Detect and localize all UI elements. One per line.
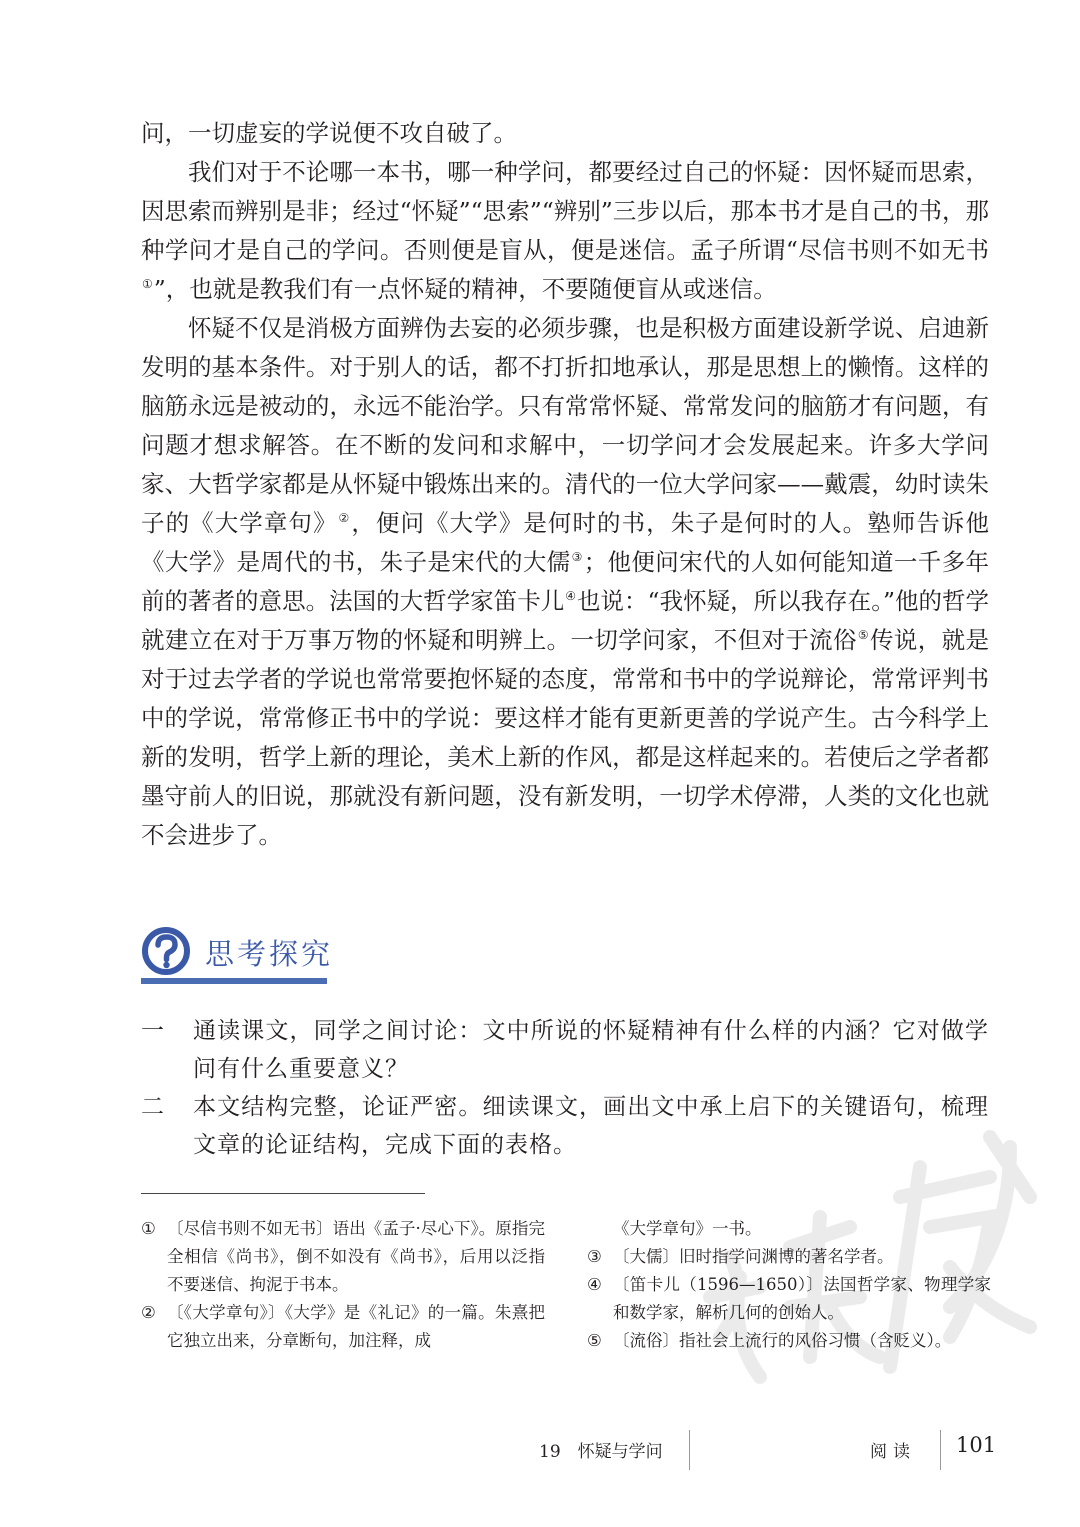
question-item [141, 1012, 989, 1088]
footnote-text: 〔尽信书则不如无书〕语出《孟子·尽心下》。原指完全相信《尚书》，倒不如没有《尚书》，后用以泛指不要迷信、拘泥于书本。 [167, 1219, 545, 1294]
paragraph-text: ”，也就是教我们有一点怀疑的精神，不要随便盲从或迷信。 [153, 275, 777, 303]
question-text: 通读课文，同学之间讨论：文中所说的怀疑精神有什么样的内涵？它对做学问有什么重要意义？ [193, 1018, 989, 1082]
footer-lesson-title: 19 怀疑与学问 [539, 1442, 663, 1462]
page-number: 101 [956, 1433, 997, 1457]
footnote-mark: ② [141, 1303, 156, 1322]
body-paragraph [141, 114, 989, 153]
footnote-mark: ④ [587, 1275, 602, 1294]
section-underline [141, 978, 327, 984]
question-item [141, 1088, 989, 1164]
paragraph-text: 问，一切虚妄的学说便不攻自破了。 [141, 119, 517, 147]
section-heading [141, 926, 401, 986]
question-circle-icon [141, 926, 191, 976]
question-text: 本文结构完整，论证严密。细读课文，画出文中承上启下的关键语句，梳理文章的论证结构，完成下面的表格。 [193, 1094, 989, 1158]
footer-divider [689, 1430, 690, 1470]
footer-divider [940, 1430, 941, 1470]
footnote-item [587, 1243, 991, 1271]
body-paragraph [141, 153, 989, 309]
footnote-reference: ① [142, 277, 153, 291]
footnote-text: 〔大儒〕旧时指学问渊博的著名学者。 [613, 1247, 894, 1266]
footnote-mark: ① [141, 1219, 156, 1238]
footnote-reference: ④ [565, 589, 577, 603]
footnote-reference: ③ [571, 550, 583, 564]
footnote-column-right [587, 1215, 991, 1355]
footnote-divider [141, 1193, 425, 1194]
footnote-text: 〔《大学章句》〕《大学》是《礼记》的一篇。朱熹把它独立出来，分章断句，加注释，成 [167, 1303, 545, 1350]
footnote-mark: ⑤ [587, 1331, 602, 1350]
footnote-continuation: 《大学章句》一书。 [613, 1219, 762, 1238]
footnote-reference: ② [338, 511, 351, 525]
paragraph-text: 怀疑不仅是消极方面辨伪去妄的必须步骤，也是积极方面建设新学说、启迪新发明的基本条件。对于别人的话，都不打折扣地承认，那是思想上的懒惰。这样的脑筋永远是被动的，永远不能治学。只有常常怀疑、常常发问的脑筋才有问题，有问题才想求解答。在不断的发问和求解中，一切学问才会发展起来。许多大学问家、大哲学家都是从怀疑中锻炼出来的。清代的一位大学问家——戴震，幼时读朱子的《大学章句》 [141, 314, 989, 537]
section-title: 思考探究 [205, 937, 334, 971]
footnote-item [141, 1215, 545, 1299]
footer-section-name: 阅读 [870, 1442, 916, 1462]
question-number: 二 [141, 1094, 164, 1120]
footnote-text: 〔流俗〕指社会上流行的风俗习惯（含贬义）。 [613, 1331, 952, 1350]
footnote-item [587, 1327, 991, 1355]
paragraph-text: 传说，就是对于过去学者的学说也常常要抱怀疑的态度，常常和书中的学说辩论，常常评判书中的学说，常常修正书中的学说：要这样才能有更新更善的学说产生。古今科学上新的发明，哲学上新的理论，美术上新的作风，都是这样起来的。若使后之学者都墨守前人的旧说，那就没有新问题，没有新发明，一切学术停滞，人类的文化也就不会进步了。 [141, 626, 990, 849]
question-number: 一 [141, 1018, 164, 1044]
paragraph-text: 也说：“我怀疑，所以我存在。”他的哲学就建立在对于万事万物的怀疑和明辨上。一切学问家，不但对于流俗 [141, 587, 990, 654]
footnote-text: 〔笛卡儿（1596—1650）〕法国哲学家、物理学家和数学家，解析几何的创始人。 [613, 1275, 991, 1322]
footnote-mark: ③ [587, 1247, 602, 1266]
footnote-column-left [141, 1215, 545, 1355]
footnote-item [141, 1299, 545, 1355]
paragraph-text: ；他便问宋代的人如何能知道一千多年前的著者的意思。法国的大哲学家笛卡儿 [141, 548, 990, 615]
paragraph-text: 我们对于不论哪一本书，哪一种学问，都要经过自己的怀疑：因怀疑而思索，因思索而辨别是非；经过“怀疑”“思索”“辨别”三步以后，那本书才是自己的书，那种学问才是自己的学问。否则便是盲从，便是迷信。孟子所谓“尽信书则不如无书 [141, 158, 989, 264]
body-text [141, 114, 989, 855]
footnote-item [587, 1271, 991, 1327]
question-list [141, 1012, 989, 1164]
paragraph-text: ，便问《大学》是何时的书，朱子是何时的人。塾师告诉他《大学》是周代的书，朱子是宋代的大儒 [141, 509, 990, 576]
footnote-reference: ⑤ [857, 628, 870, 642]
body-paragraph [141, 309, 989, 855]
